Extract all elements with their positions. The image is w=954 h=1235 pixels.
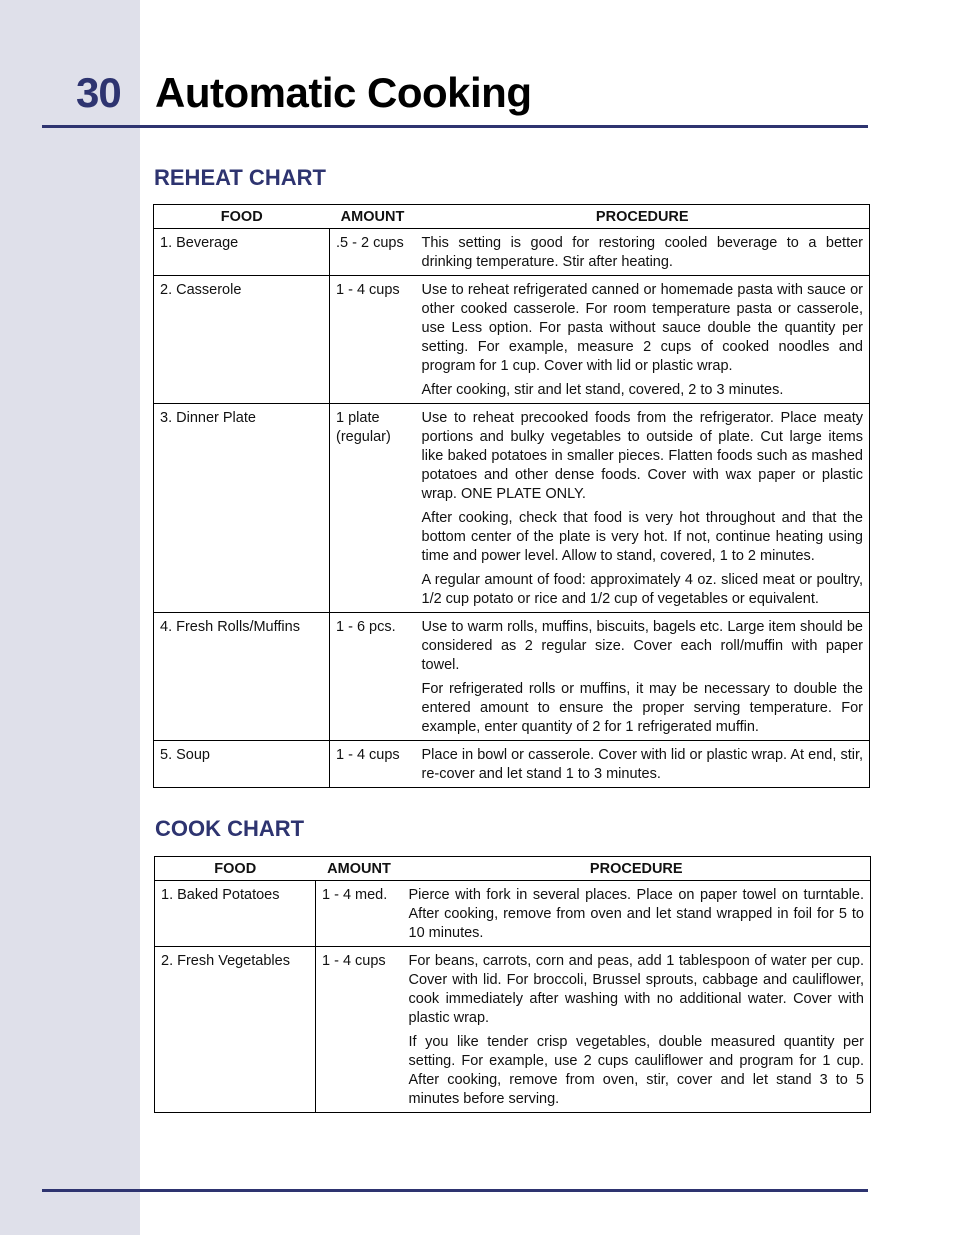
table-row (155, 947, 871, 1113)
table-row (155, 881, 871, 947)
procedure-paragraph: Pierce with fork in several places. Place on paper towel on turntable. After cooking, remove from oven and let stand wrapped in foil for 5 to 10 minutes. (408, 887, 864, 941)
amount-cell: 1 - 4 cups (330, 741, 416, 788)
food-column-header: FOOD (155, 857, 316, 881)
food-cell: 1. Beverage (154, 229, 330, 276)
table-row (154, 741, 870, 788)
procedure-paragraph: Use to reheat refrigerated canned or homemade pasta with sauce or other cooked casserole. For room temperature pasta or casserole, use Less option. For pasta without sauce double the quantity per setting. For example, measure 2 cups of cooked noodles and program for 1 cup. Cover with lid or plastic wrap. (421, 282, 863, 374)
table-row (154, 229, 870, 276)
food-column-header: FOOD (154, 205, 330, 229)
amount-cell: 1 - 6 pcs. (330, 613, 416, 741)
procedure-column-header: PROCEDURE (416, 205, 870, 229)
amount-column-header: AMOUNT (316, 857, 403, 881)
procedure-cell (416, 229, 870, 276)
procedure-paragraph: For beans, carrots, corn and peas, add 1 tablespoon of water per cup. Cover with lid. For broccoli, Brussel sprouts, cabbage and cauliflower, cook immediately after washing with no additional water. Cover with plastic wrap. (408, 953, 864, 1026)
procedure-paragraph: Place in bowl or casserole. Cover with lid or plastic wrap. At end, stir, re-cover and let stand 1 to 3 minutes. (421, 747, 863, 782)
footer-rule (42, 1189, 868, 1192)
page-sidebar-band (0, 0, 140, 1235)
procedure-cell (416, 276, 870, 404)
procedure-paragraph: If you like tender crisp vegetables, double measured quantity per setting. For example, use 2 cups cauliflower and program for 1 cup. After cooking, remove from oven, stir, cover and let stand 3 to 5 minutes before serving. (408, 1034, 864, 1107)
procedure-paragraph: For refrigerated rolls or muffins, it may be necessary to double the entered amount to ensure the proper serving temperature. For example, enter quantity of 2 for 1 refrigerated muffin. (421, 681, 863, 735)
procedure-paragraph: Use to reheat precooked foods from the refrigerator. Place meaty portions and bulky vegetables to outside of plate. Cut large items like baked potatoes in smaller pieces. Flatten foods such as mashed potatoes and other dense foods. Cover with wax paper or plastic wrap. ONE PLATE ONLY. (421, 410, 863, 502)
food-cell: 2. Fresh Vegetables (155, 947, 316, 1113)
food-cell: 4. Fresh Rolls/Muffins (154, 613, 330, 741)
food-cell: 3. Dinner Plate (154, 404, 330, 613)
procedure-paragraph: After cooking, stir and let stand, covered, 2 to 3 minutes. (421, 382, 784, 398)
procedure-cell (403, 947, 871, 1113)
procedure-cell (416, 404, 870, 613)
food-cell: 2. Casserole (154, 276, 330, 404)
reheat-chart-heading: REHEAT CHART (154, 165, 326, 190)
header-rule (42, 125, 868, 128)
cook-chart-table (154, 856, 871, 1113)
table-row (154, 276, 870, 404)
procedure-cell (403, 881, 871, 947)
procedure-cell (416, 613, 870, 741)
reheat-chart-table (153, 204, 870, 788)
page-number: 30 (76, 69, 121, 116)
table-row (154, 404, 870, 613)
food-cell: 1. Baked Potatoes (155, 881, 316, 947)
amount-cell: 1 plate (regular) (330, 404, 416, 613)
procedure-paragraph: A regular amount of food: approximately 4 oz. sliced meat or poultry, 1/2 cup potato or rice and 1/2 cup of vegetables or equivalent. (421, 572, 863, 607)
amount-column-header: AMOUNT (330, 205, 416, 229)
procedure-column-header: PROCEDURE (403, 857, 871, 881)
amount-cell: 1 - 4 cups (330, 276, 416, 404)
amount-cell: .5 - 2 cups (330, 229, 416, 276)
table-header-row (154, 205, 870, 229)
procedure-paragraph: After cooking, check that food is very hot throughout and that the bottom center of the plate is very hot. If not, continue heating using time and power level. Allow to stand, covered, 1 to 2 minutes. (421, 510, 863, 564)
amount-cell: 1 - 4 med. (316, 881, 403, 947)
table-header-row (155, 857, 871, 881)
table-row (154, 613, 870, 741)
procedure-paragraph: Use to warm rolls, muffins, biscuits, bagels etc. Large item should be considered as 2 regular size. Cover each roll/muffin with paper towel. (421, 619, 863, 673)
procedure-paragraph: This setting is good for restoring cooled beverage to a better drinking temperature. Stir after heating. (421, 235, 863, 270)
page-title: Automatic Cooking (155, 69, 532, 116)
procedure-cell (416, 741, 870, 788)
cook-chart-heading: COOK CHART (155, 816, 305, 841)
amount-cell: 1 - 4 cups (316, 947, 403, 1113)
food-cell: 5. Soup (154, 741, 330, 788)
